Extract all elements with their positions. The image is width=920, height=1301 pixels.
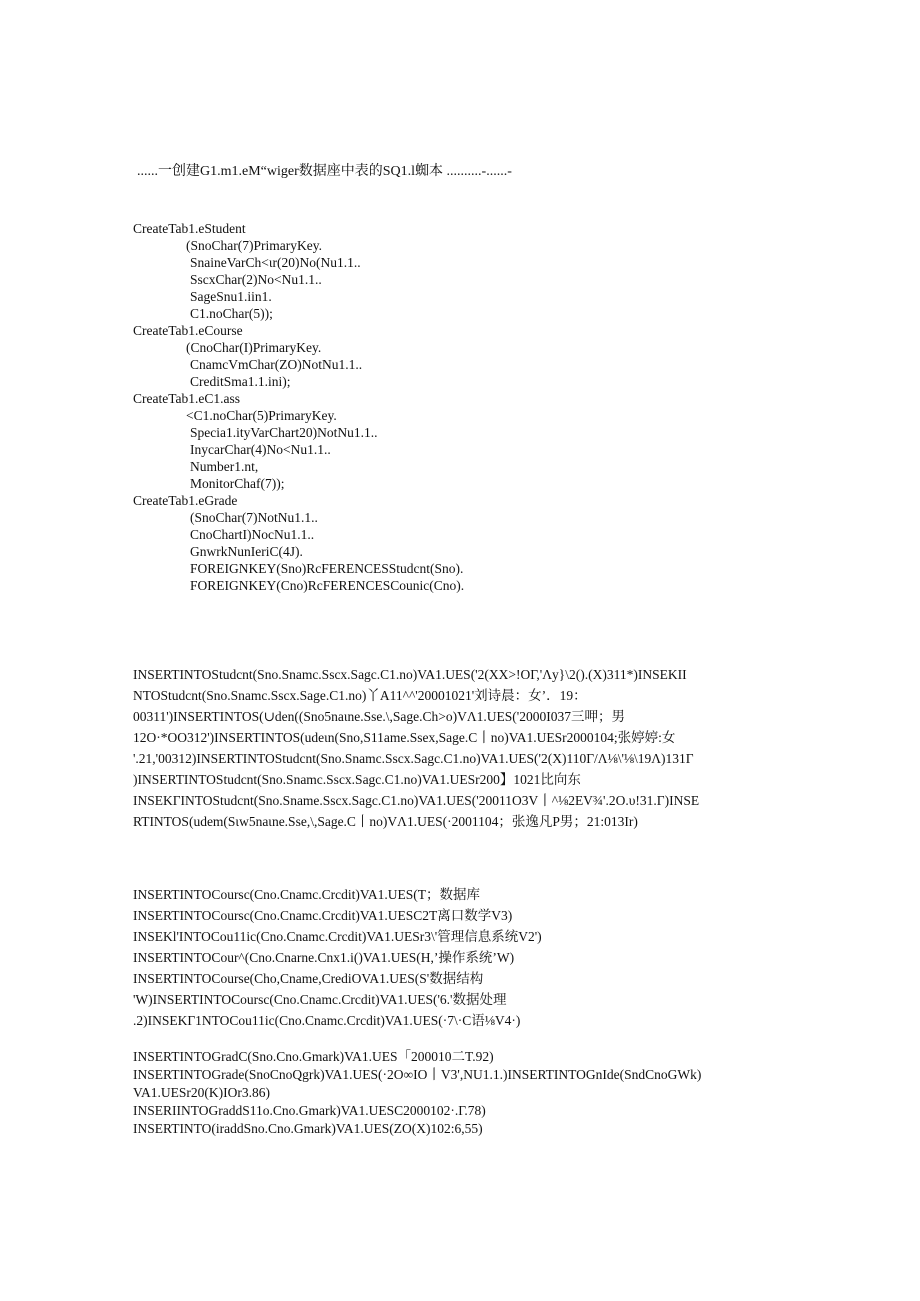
code-line: CnoChartI)NocNu1.1..	[190, 527, 315, 542]
code-line: INSEKΓINTOStudcnt(Sno.Sname.Sscx.Sagc.C1.no)VA1.UES('20011O3V丨^⅛2EV¾'.2O.υ!31.Γ)INSE	[133, 793, 700, 808]
code-line: INSEKl'INTOCou11ic(Cno.Cnamc.Crcdit)VA1.UESr3\'管理信息系统V2')	[133, 929, 542, 944]
code-line: SscxChar(2)No<Nu1.1..	[190, 272, 322, 287]
code-line: INSERTINTOGrade(SnoCnoQgrk)VA1.UES(·2O∞IO丨V3',NU1.1.)INSERTINTOGnIde(SndCnoGWk)	[133, 1067, 702, 1082]
code-line: 'W)INSERTINTOCoursc(Cno.Cnamc.Crcdit)VA1.UES('6.'数据处理	[133, 992, 507, 1007]
code-line: C1.noChar(5));	[190, 306, 273, 321]
code-line: INSERTINTOGradC(Sno.Cno.Gmark)VA1.UES「200010二T.92)	[133, 1049, 494, 1064]
code-line: NTOStudcnt(Sno.Snamc.Sscx.Sage.C1.no)丫A11^^'20001021'刘诗晨：女’．19：	[133, 688, 587, 703]
code-line: 00311')INSERTINTOS(∪den((Sno5naιne.Sse.\,Sage.Ch>o)VΛ1.UES('2000I037三呷；男	[133, 709, 625, 724]
code-line: MonitorChaf(7));	[190, 476, 285, 491]
page-title: ......一创建G1.m1.eM“wiger数据座中表的SQ1.l蜘本 ..........-......-	[137, 164, 512, 179]
code-line: INSERTINTO(iraddSno.Cno.Gmark)VA1.UES(ZO(X)102:6,55)	[133, 1121, 483, 1136]
code-line: (CnoChar(I)PrimaryKey.	[186, 340, 322, 355]
code-line: (SnoChar(7)PrimaryKey.	[186, 238, 322, 253]
code-line: FOREIGNKEY(Cno)RcFERENCESCounic(Cno).	[190, 578, 465, 593]
code-line: INSERTINTOStudcnt(Sno.Snamc.Sscx.Sagc.C1.no)VA1.UES('2(XX>!OΓ,'Λy}\2().(X)311*)INSEKII	[133, 667, 687, 682]
create-table-grade: CreateTab1.eGrade	[133, 493, 238, 508]
code-line: INSERTINTOCoursc(Cno.Cnamc.Crcdit)VA1.UESC2T离口数学V3)	[133, 908, 513, 923]
create-table-course: CreateTab1.eCourse	[133, 323, 243, 338]
code-line: INSERTINTOCoursc(Cno.Cnamc.Crcdit)VA1.UES(T；数据库	[133, 887, 481, 902]
code-line: GnwrkNunIeriC(4J).	[190, 544, 303, 559]
code-line: CreditSma1.1.ini);	[190, 374, 291, 389]
code-line: INSERTINTOCour^(Cno.Cnarne.Cnx1.i()VA1.UES(H,’操作系统’W)	[133, 950, 515, 965]
code-line: '.21,'00312)INSERTINTOStudcnt(Sno.Snamc.Sscx.Sagc.C1.no)VA1.UES('2(X)110Γ/Λ⅛\'⅛\19Λ)131Γ	[133, 751, 694, 766]
code-line: INSERIINTOGraddS11o.Cno.Gmark)VA1.UESC2000102·.Γ.78)	[133, 1103, 486, 1118]
code-line: InycarChar(4)No<Nu1.1..	[190, 442, 331, 457]
code-line: RTINTOS(udem(Sιw5naιne.Sse,\,Sage.C丨no)VΛ1.UES(·2001104；张逸凡P男；21:013Ir)	[133, 814, 638, 829]
code-line: CnamcVmChar(ZO)NotNu1.1..	[190, 357, 363, 372]
code-line: )INSERTINTOStudcnt(Sno.Snamc.Sscx.Sagc.C1.no)VA1.UESr200】1021比向东	[133, 772, 581, 787]
code-line: VA1.UESr20(K)IOr3.86)	[133, 1085, 270, 1100]
code-line: (SnoChar(7)NotNu1.1..	[190, 510, 318, 525]
code-line: Specia1.ityVarChart20)NotNu1.1..	[190, 425, 378, 440]
code-line: SageSnu1.iin1.	[190, 289, 272, 304]
code-line: SnaineVarCh<ιr(20)No(Nu1.1..	[190, 255, 361, 270]
code-line: .2)INSEKΓ1NTOCou11ic(Cno.Cnamc.Crcdit)VA1.UES(·7\·C语⅛V4·)	[133, 1013, 521, 1028]
code-line: 12O·*OO312')INSERTINTOS(udeιn(Sno,S11ame.Ssex,Sage.C丨no)VA1.UESr2000104;张婷婷:女	[133, 730, 676, 745]
code-line: INSERTINTOCourse(Cho,Cname,CrediOVA1.UES(S'数据结构	[133, 971, 484, 986]
create-table-class: CreateTab1.eC1.ass	[133, 391, 241, 406]
code-line: <C1.noChar(5)PrimaryKey.	[186, 408, 337, 423]
code-line: FOREIGNKEY(Sno)RcFERENCESStudcnt(Sno).	[190, 561, 464, 576]
code-line: Number1.nt,	[190, 459, 259, 474]
create-table-student: CreateTab1.eStudent	[133, 221, 246, 236]
